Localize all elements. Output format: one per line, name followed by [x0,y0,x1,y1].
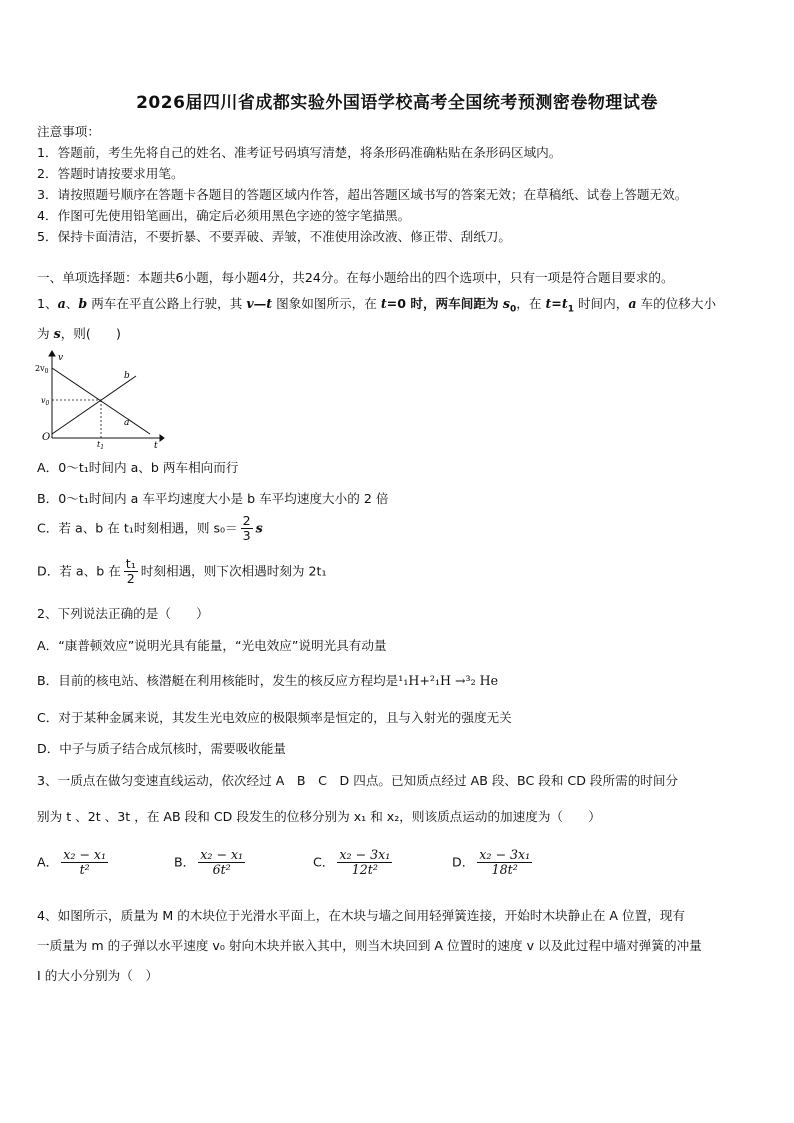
origin-label: O [42,432,51,443]
q2-option-a: A．“康普顿效应”说明光具有能量，“光电效应”说明光具有动量 [37,638,387,653]
notice-heading: 注意事项： [37,124,100,139]
q1-stem-line2: 为 s，则( ) [37,326,121,341]
notice-item-2: 2．答题时请按要求用笔。 [37,166,184,181]
notice-item-1: 1．答题前，考生先将自己的姓名、准考证号码填写清楚，将条形码准确粘贴在条形码区域内。 [37,145,562,160]
q1-option-d: D．若 a、b 在 $\frac{\text{t₁}}{2}$ 时刻相遇，则下次相遇时刻为 2t₁ [37,556,327,587]
q3-option-a: A． $\frac{\text{x₂ − x₁}}{\text{t²}}$ [37,847,107,878]
q2-stem: 2、下列说法正确的是（ ） [37,606,209,621]
q1-stem-line1: 1、a、b 两车在平直公路上行驶，其 v—t 图象如图所示，在 t=0 时，两车间距为 $s_0$，在 $t=t_1$ 时间内，a 车的位移大小 [37,296,717,315]
q4-stem-line3: I 的大小分别为（ ） [37,968,159,983]
tick-t1: $t_1$ [97,440,105,451]
notice-item-3: 3．请按照题号顺序在答题卡各题目的答题区域内作答，超出答题区域书写的答案无效；在草稿纸、试卷上答题无效。 [37,187,688,202]
q1-option-c: C．若 a、b 在 t₁时刻相遇，则 s₀＝ $\frac{2}{3}$ s [37,513,263,544]
tick-v0: $v_0$ [41,396,50,407]
section-heading: 一、单项选择题：本题共6小题，每小题4分，共24分。在每小题给出的四个选项中，只有一项是符合题目要求的。 [37,270,674,285]
notice-item-5: 5．保持卡面清洁，不要折暴、不要弄破、弄皱，不准使用涂改液、修正带、刮纸刀。 [37,229,511,244]
q1-option-b: B．0～t₁时间内 a 车平均速度大小是 b 车平均速度大小的 2 倍 [37,491,389,506]
axis-v-label: v [58,353,64,363]
q2-option-c: C．对于某种金属来说，其发生光电效应的极限频率是恒定的，且与入射光的强度无关 [37,710,512,725]
line-b-label: b [124,371,130,381]
q3-option-b: B． $\frac{\text{x₂ − x₁}}{\text{6t²}}$ [174,847,244,878]
q3-option-d: D． $\frac{\text{x₂ − 3x₁}}{\text{18t²}}$ [452,847,531,878]
q4-stem-line2: 一质量为 m 的子弹以水平速度 v₀ 射向木块并嵌入其中，则当木块回到 A 位置时的速度 v 以及此过程中墙对弹簧的冲量 [37,938,702,953]
q3-stem-line1: 3、一质点在做匀变速直线运动，依次经过 A B C D 四点。已知质点经过 AB 段、BC 段和 CD 段所需的时间分 [37,773,679,788]
notice-item-4: 4．作图可先使用铅笔画出，确定后必须用黑色字迹的签字笔描黑。 [37,208,411,223]
q2-option-b: B．目前的核电站、核潜艇在利用核能时，发生的核反应方程均是¹₁H+²₁H →³₂ He [37,673,499,688]
q4-stem-line1: 4、如图所示，质量为 M 的木块位于光滑水平面上，在木块与墙之间用轻弹簧连接，开始时木块静止在 A 位置，现有 [37,908,686,923]
line-a-label: a [124,418,130,428]
q1-option-a: A．0～t₁时间内 a、b 两车相向而行 [37,460,239,475]
q3-stem-line2: 别为 t 、2t 、3t ，在 AB 段和 CD 段发生的位移分别为 x₁ 和 x₂，则该质点运动的加速度为（ ） [37,809,601,824]
q2-option-d: D．中子与质子结合成氘核时，需要吸收能量 [37,741,286,756]
q3-option-c: C． $\frac{\text{x₂ − 3x₁}}{\text{12t²}}$ [313,847,391,878]
tick-2v0: $2v_0$ [35,364,49,375]
page-title: 2026届四川省成都实验外国语学校高考全国统考预测密卷物理试卷 [136,93,658,113]
axis-t-label: t [154,441,158,451]
q1-vt-graph [36,350,166,450]
